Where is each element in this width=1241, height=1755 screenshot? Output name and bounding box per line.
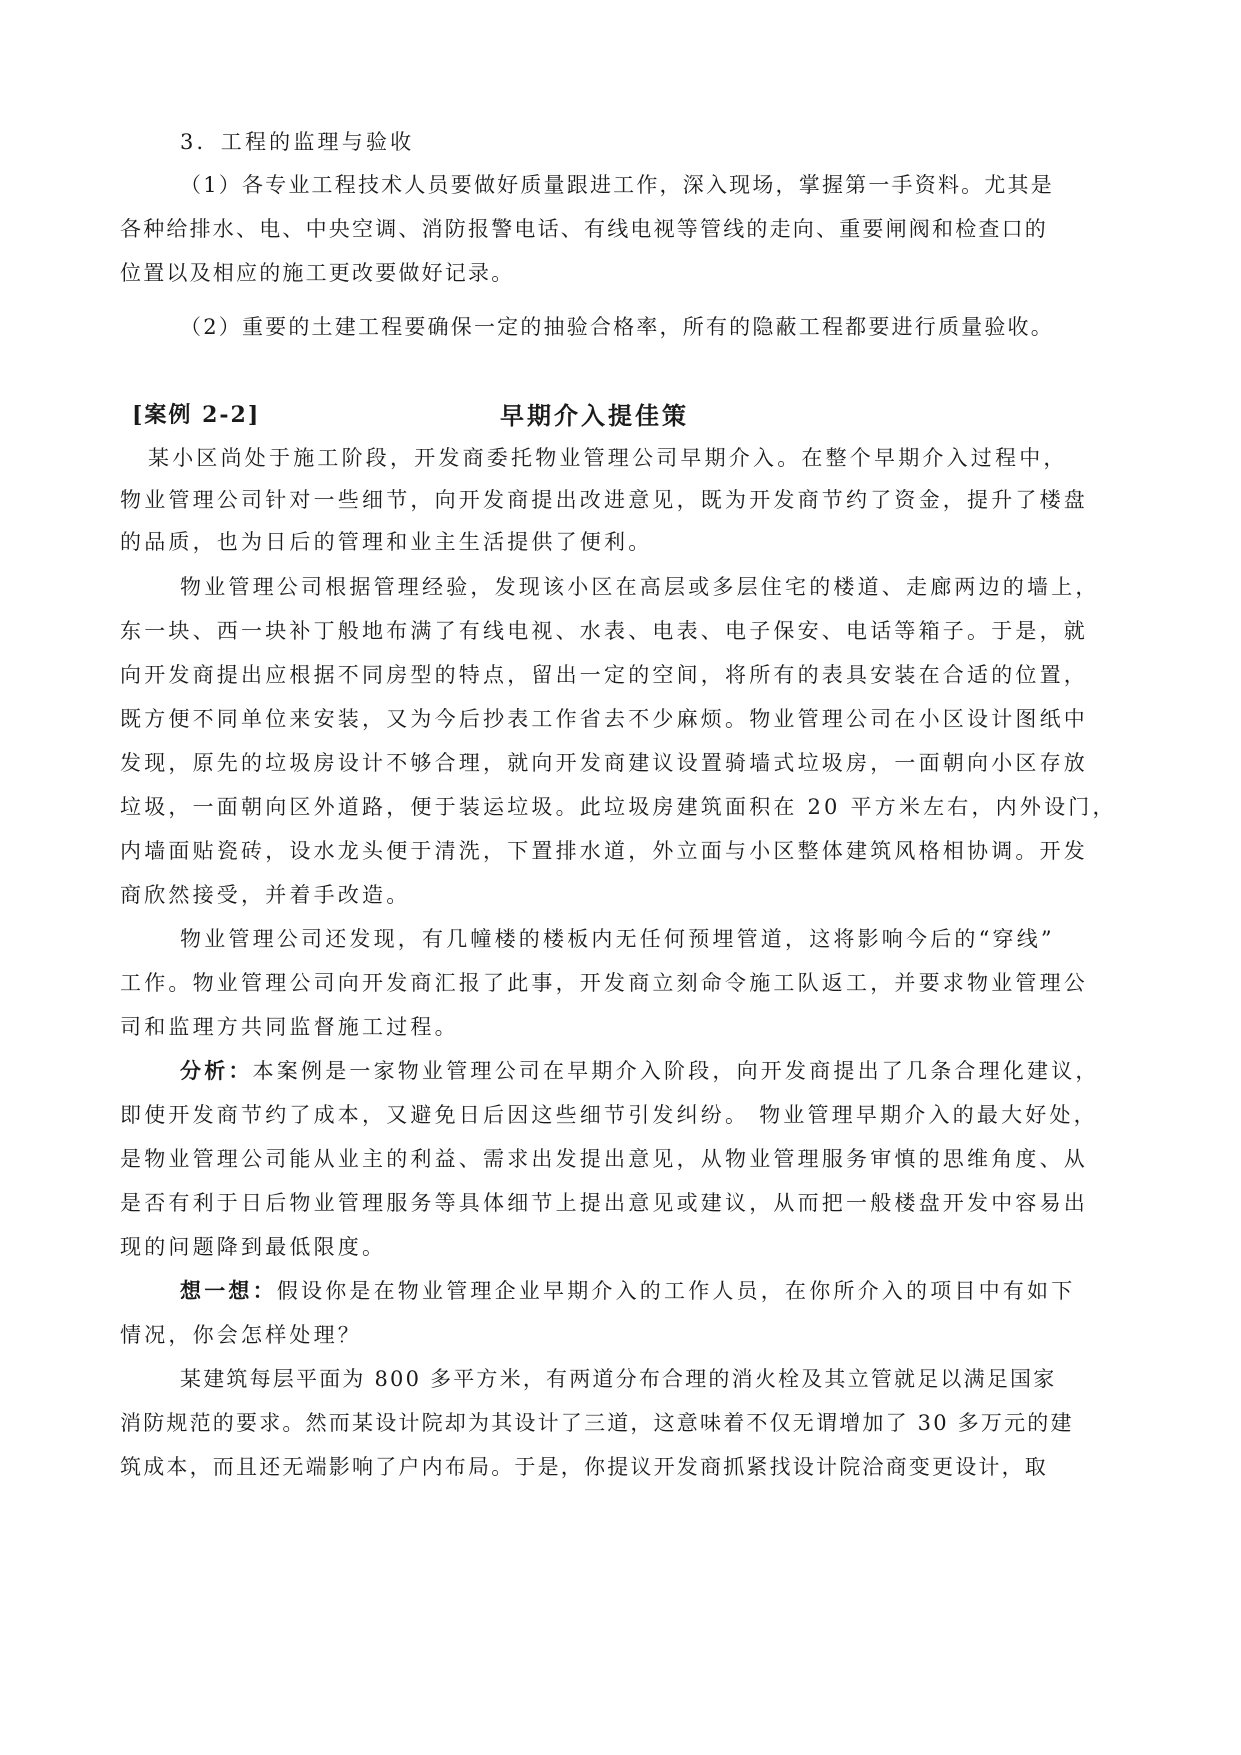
paragraph-line: 司和监理方共同监督施工过程。 <box>120 1015 459 1039</box>
paragraph-line: 向开发商提出应根据不同房型的特点，留出一定的空间，将所有的表具安装在合适的位置， <box>120 663 1088 687</box>
paragraph-line: 情况，你会怎样处理？ <box>120 1323 362 1347</box>
paragraph-line: 是物业管理公司能从业主的利益、需求出发提出意见，从物业管理服务审慎的思维角度、从 <box>120 1147 1088 1171</box>
paragraph-line: 物业管理公司针对一些细节，向开发商提出改进意见，既为开发商节约了资金，提升了楼盘 <box>120 488 1088 512</box>
paragraph-line: 商欣然接受，并着手改造。 <box>120 883 411 907</box>
think-text: 假设你是在物业管理企业早期介入的工作人员，在你所介入的项目中有如下 <box>276 1279 1076 1303</box>
case-label: [案例 2-2] <box>132 402 261 428</box>
paragraph-line: （2）重要的土建工程要确保一定的抽验合格率，所有的隐蔽工程都要进行质量验收。 <box>180 315 1054 339</box>
think-label: 想一想： <box>180 1278 277 1303</box>
paragraph-line: 消防规范的要求。然而某设计院却为其设计了三道，这意味着不仅无谓增加了 30 多万元的建 <box>120 1411 1074 1435</box>
paragraph-line: 某建筑每层平面为 800 多平方米，有两道分布合理的消火栓及其立管就足以满足国家 <box>180 1367 1057 1391</box>
paragraph-line: 东一块、西一块补丁般地布满了有线电视、水表、电表、电子保安、电话等箱子。于是，就 <box>120 619 1088 643</box>
paragraph-line: 筑成本，而且还无端影响了户内布局。于是，你提议开发商抓紧找设计院洽商变更设计，取 <box>120 1455 1048 1479</box>
analysis-label: 分析： <box>180 1058 253 1083</box>
paragraph-line: 物业管理公司还发现，有几幢楼的楼板内无任何预埋管道，这将影响今后的“穿线” <box>180 927 1055 951</box>
think-first-line <box>180 1277 1075 1305</box>
paragraph-line: 的品质，也为日后的管理和业主生活提供了便利。 <box>120 530 653 554</box>
analysis-first-line <box>180 1057 1100 1085</box>
paragraph-line: 即使开发商节约了成本，又避免日后因这些细节引发纠纷。 物业管理早期介入的最大好处， <box>120 1103 1098 1127</box>
paragraph-line: 各种给排水、电、中央空调、消防报警电话、有线电视等管线的走向、重要闸阀和检查口的 <box>120 217 1048 241</box>
paragraph-line: 既方便不同单位来安装，又为今后抄表工作省去不少麻烦。物业管理公司在小区设计图纸中 <box>120 707 1088 731</box>
paragraph-line: 某小区尚处于施工阶段，开发商委托物业管理公司早期介入。在整个早期介入过程中， <box>148 446 1068 470</box>
section-heading: 3．工程的监理与验收 <box>180 130 415 154</box>
paragraph-line: （1）各专业工程技术人员要做好质量跟进工作，深入现场，掌握第一手资料。尤其是 <box>180 173 1054 197</box>
paragraph-line: 现的问题降到最低限度。 <box>120 1235 387 1259</box>
paragraph-line: 位置以及相应的施工更改要做好记录。 <box>120 261 515 285</box>
paragraph-line: 物业管理公司根据管理经验，发现该小区在高层或多层住宅的楼道、走廊两边的墙上， <box>180 575 1100 599</box>
paragraph-line: 工作。物业管理公司向开发商汇报了此事，开发商立刻命令施工队返工，并要求物业管理公 <box>120 971 1088 995</box>
case-title: 早期介入提佳策 <box>500 401 689 430</box>
paragraph-line: 是否有利于日后物业管理服务等具体细节上提出意见或建议，从而把一般楼盘开发中容易出 <box>120 1191 1088 1215</box>
paragraph-line: 内墙面贴瓷砖，设水龙头便于清洗，下置排水道，外立面与小区整体建筑风格相协调。开发 <box>120 839 1088 863</box>
paragraph-line: 发现，原先的垃圾房设计不够合理，就向开发商建议设置骑墙式垃圾房，一面朝向小区存放 <box>120 751 1088 775</box>
paragraph-line: 垃圾，一面朝向区外道路，便于装运垃圾。此垃圾房建筑面积在 20 平方米左右，内外设门， <box>120 795 1117 819</box>
analysis-text: 本案例是一家物业管理公司在早期介入阶段，向开发商提出了几条合理化建议， <box>252 1059 1100 1083</box>
